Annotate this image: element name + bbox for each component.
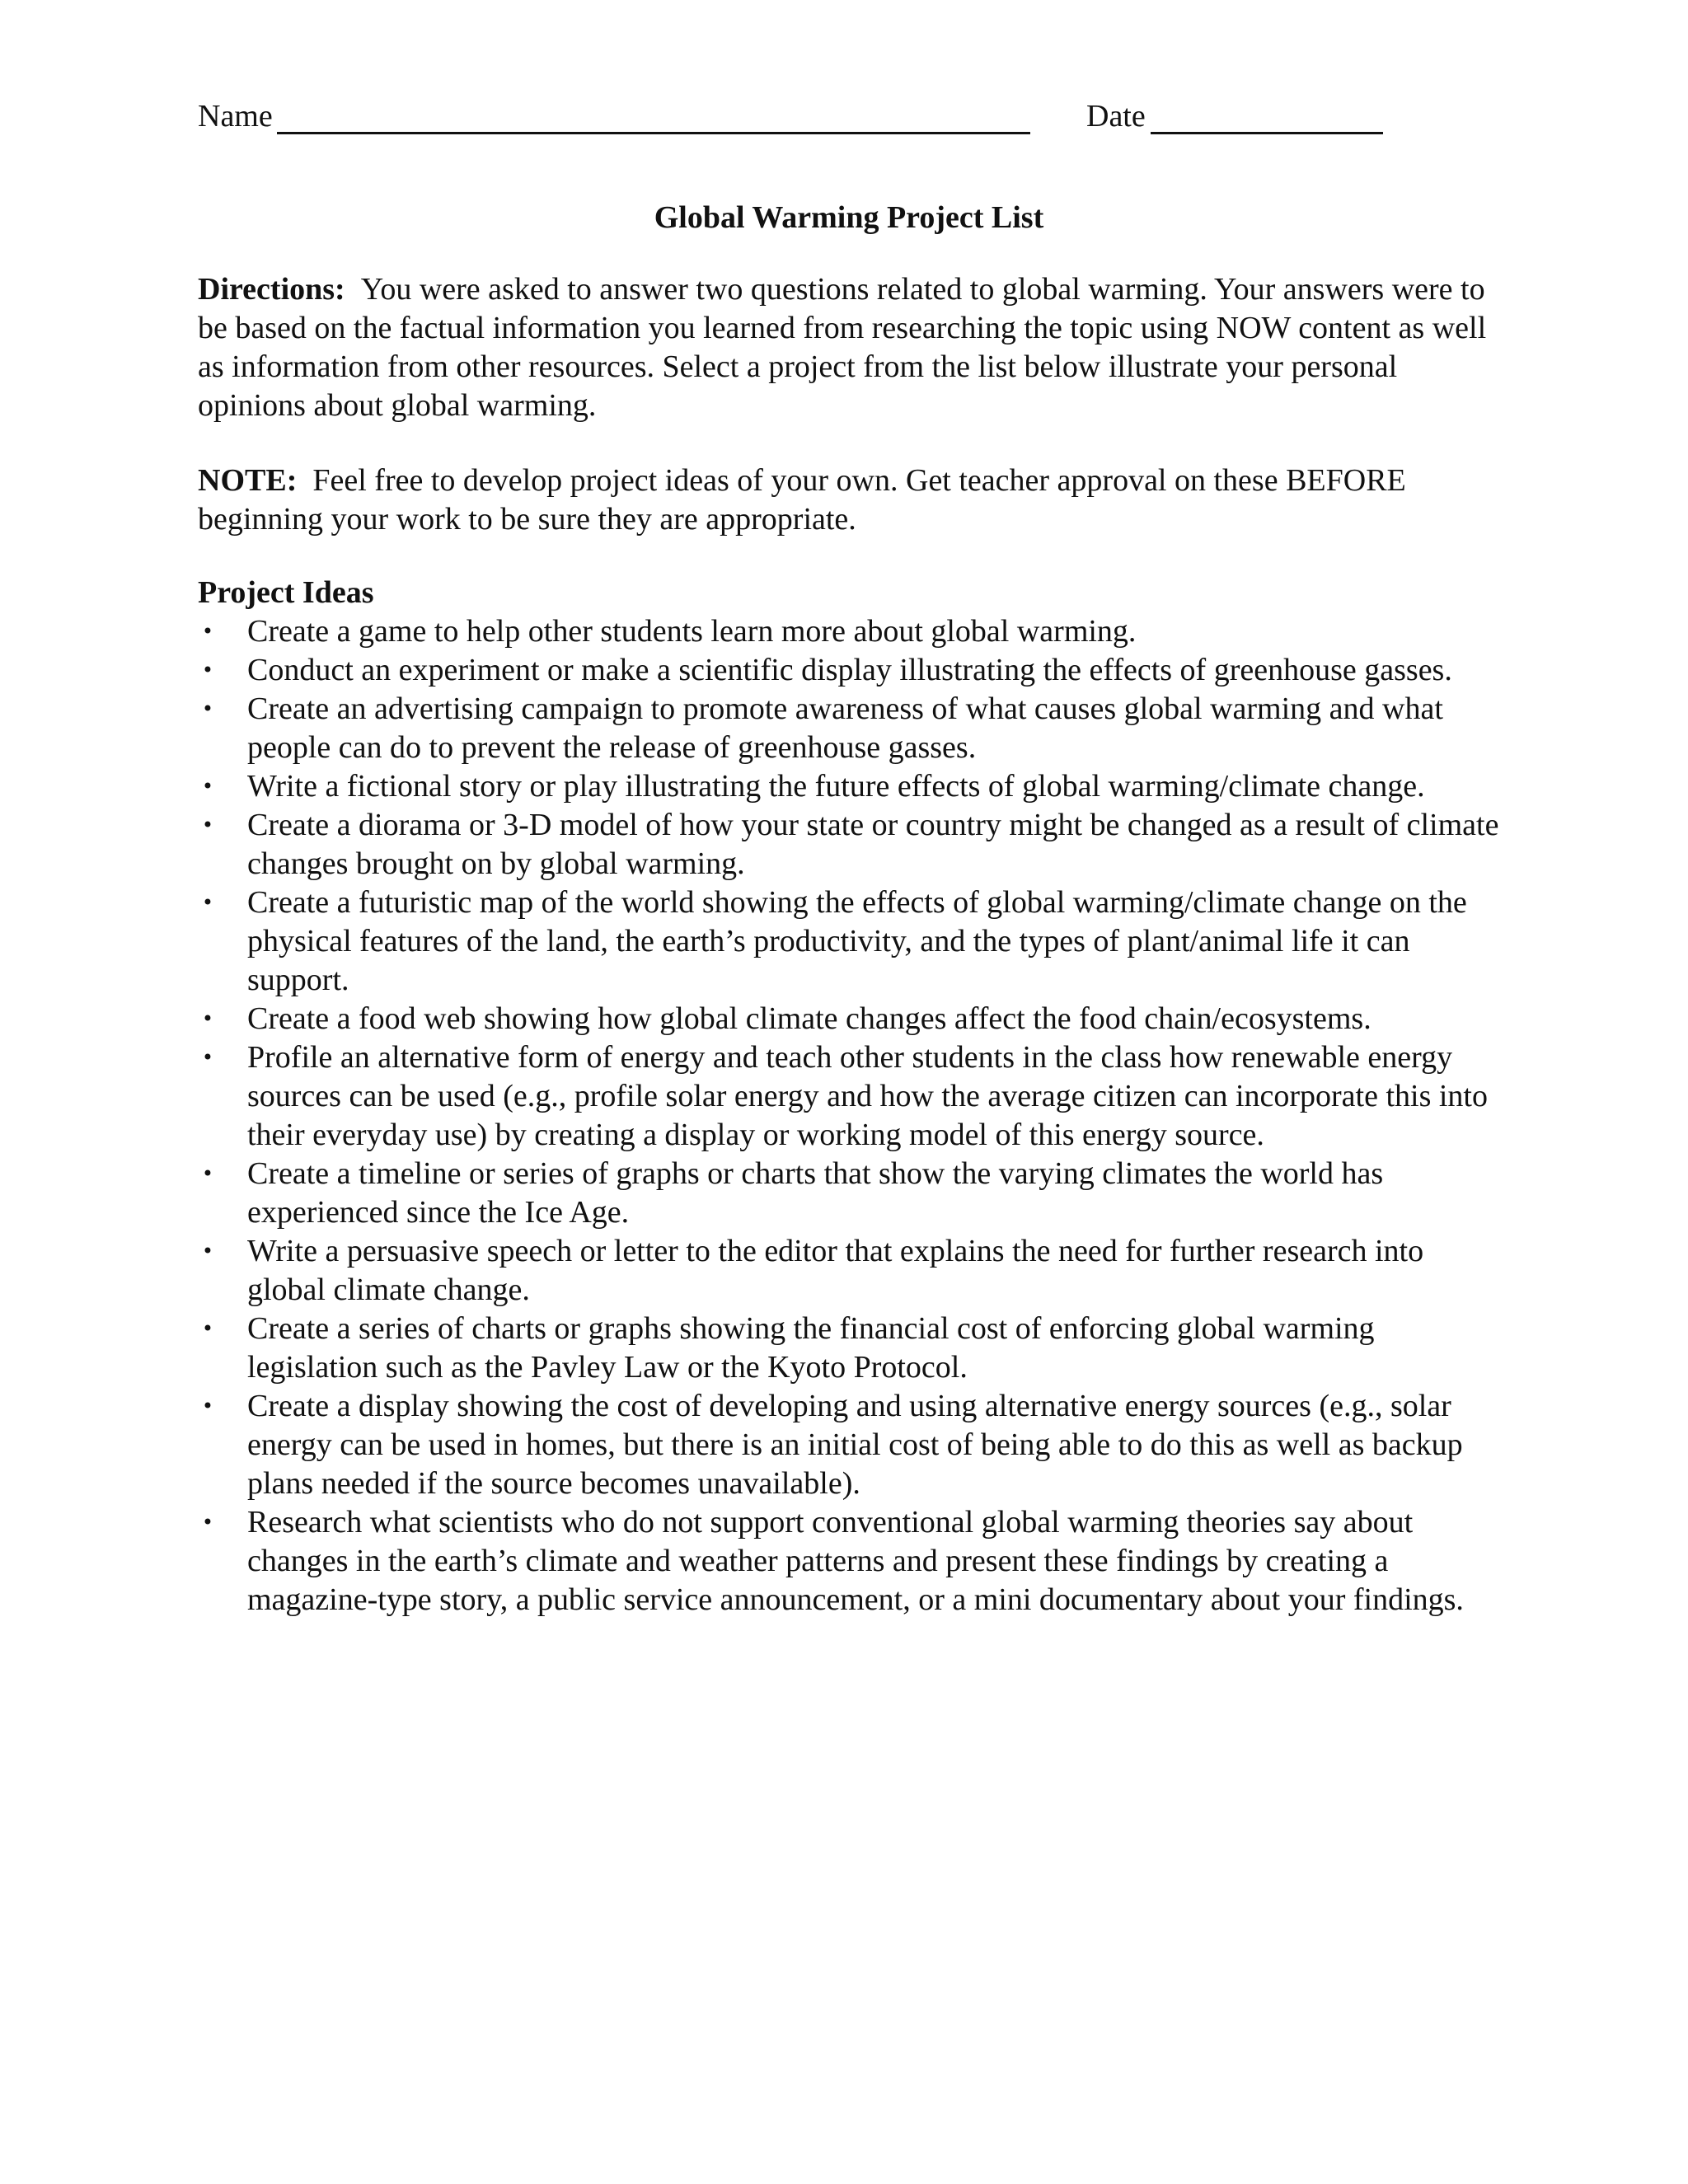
name-label: Name [198,99,273,134]
list-item [198,1387,1500,1503]
bullet-icon: • [201,1007,214,1030]
note-paragraph [198,462,1500,539]
list-item-text: Create a food web showing how global climate changes affect the food chain/ecosystems. [247,1001,1372,1036]
list-item-text: Create a futuristic map of the world showing the effects of global warming/climate change on the physical features of the land, the earth’s productivity, and the types of plant/animal life it can support. [247,885,1467,997]
list-item [198,883,1500,1000]
list-item [198,1232,1500,1310]
bullet-icon: • [201,775,214,798]
list-item-text: Write a persuasive speech or letter to the editor that explains the need for further research into global climate change. [247,1234,1424,1307]
list-item [198,612,1500,651]
list-item [198,1503,1500,1619]
list-item [198,1155,1500,1232]
bullet-icon: • [201,620,214,643]
note-label: NOTE: [198,463,298,498]
list-item [198,1310,1500,1387]
list-item [198,767,1500,806]
list-item [198,651,1500,690]
project-ideas-list [198,612,1500,1619]
name-date-header [198,97,1500,140]
list-item-text: Create a diorama or 3-D model of how your state or country might be changed as a result of climate changes brought on by global warming. [247,808,1499,881]
list-item-text: Write a fictional story or play illustrating the future effects of global warming/climate change. [247,769,1425,804]
list-item-text: Conduct an experiment or make a scientific display illustrating the effects of greenhouse gasses. [247,653,1452,687]
list-item-text: Create a game to help other students learn more about global warming. [247,614,1137,649]
bullet-icon: • [201,1046,214,1069]
note-text: Feel free to develop project ideas of your own. Get teacher approval on these BEFORE beginning your work to be sure they are appropriate. [198,463,1406,537]
list-item [198,1000,1500,1038]
bullet-icon: • [201,658,214,682]
bullet-icon: • [201,891,214,914]
name-blank-line [277,132,1030,134]
list-item [198,1038,1500,1155]
page-title: Global Warming Project List [654,200,1044,235]
worksheet-content [198,97,1500,1619]
list-item-text: Create a timeline or series of graphs or charts that show the varying climates the world has experienced since the Ice Age. [247,1156,1384,1230]
bullet-icon: • [201,697,214,720]
bullet-icon: • [201,1240,214,1263]
bullet-icon: • [201,1511,214,1534]
date-blank-line [1151,132,1383,134]
bullet-icon: • [201,813,214,837]
directions-label: Directions: [198,272,345,307]
list-item [198,806,1500,883]
list-item [198,690,1500,767]
list-item-text: Research what scientists who do not support conventional global warming theories say about changes in the earth’s climate and weather patterns and present these findings by creating a magazine-type story, a public service announcement, or a mini documentary about your findings. [247,1505,1464,1617]
bullet-icon: • [201,1162,214,1185]
bullet-icon: • [201,1317,214,1340]
list-item-text: Create a series of charts or graphs showing the financial cost of enforcing global warming legislation such as the Pavley Law or the Kyoto Protocol. [247,1311,1375,1385]
project-ideas-heading: Project Ideas [198,575,374,610]
list-item-text: Profile an alternative form of energy and teach other students in the class how renewable energy sources can be used (e.g., profile solar energy and how the average citizen can incorporate this into their everyday use) by creating a display or working model of this energy source. [247,1040,1488,1152]
date-label: Date [1086,99,1146,134]
bullet-icon: • [201,1394,214,1418]
list-item-text: Create an advertising campaign to promote awareness of what causes global warming and what people can do to prevent the release of greenhouse gasses. [247,691,1443,765]
list-item-text: Create a display showing the cost of developing and using alternative energy sources (e.g., solar energy can be used in homes, but there is an initial cost of being able to do this as well as backup plans needed if the source becomes unavailable). [247,1389,1463,1501]
directions-text: You were asked to answer two questions related to global warming. Your answers were to be based on the factual information you learned from researching the topic using NOW content as well as information from other resources. Select a project from the list below illustrate your personal opinions about global warming. [198,272,1487,423]
directions-paragraph [198,270,1500,425]
